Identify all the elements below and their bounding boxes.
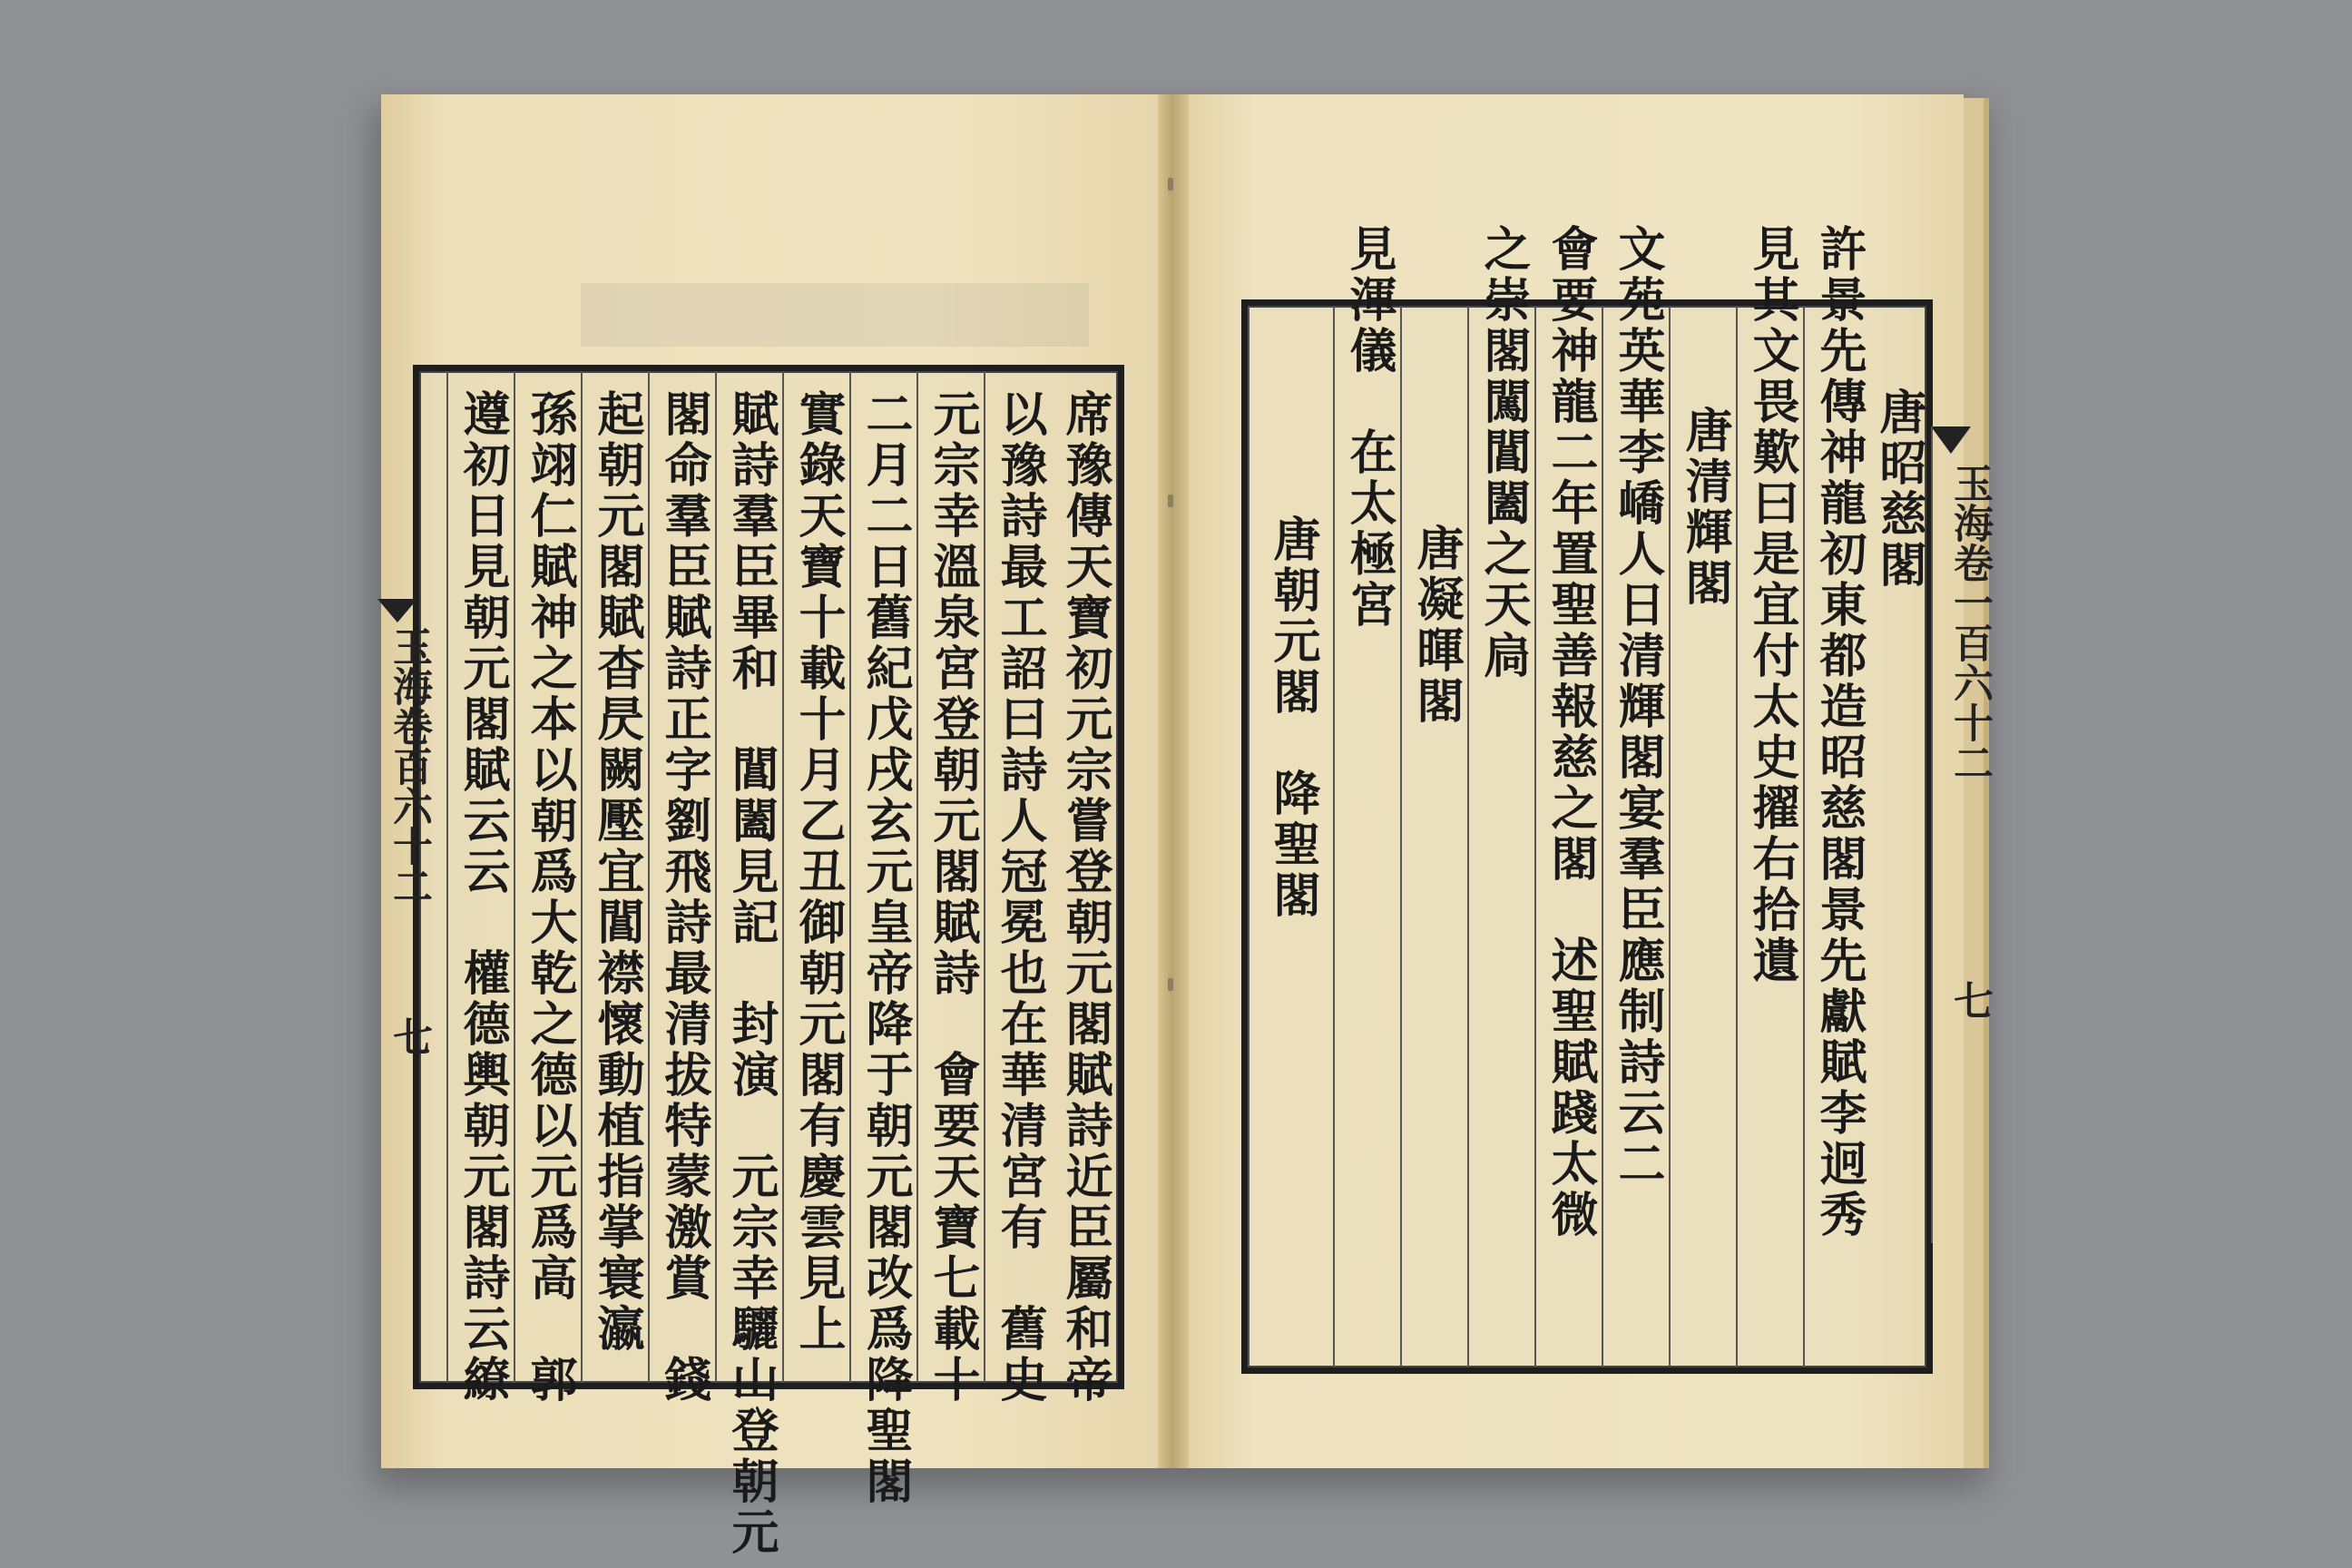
text-column [1467,224,1536,1367]
column-text: 以豫詩最工詔曰詩人冠冕也在華清宮有 舊史 [992,389,1047,1406]
left-leaf-number: 七 [386,1016,432,1056]
column-text: 文苑英華李嶠人日清輝閣宴羣臣應制詩云二 [1610,224,1665,1190]
left-margin-title: 玉海卷百六十二 [386,626,432,906]
text-column [1870,306,1926,1367]
column-text: 二月二日舊紀戊戌玄元皇帝降于朝元閣改爲降聖閣 [858,389,913,1507]
binding-thread [1168,178,1173,191]
ink-bleed [581,283,1089,347]
text-column [648,371,717,1406]
text-column [1669,306,1738,1367]
left-text-frame [413,365,1124,1558]
column-text: 席豫傳天寶初元宗嘗登朝元閣賦詩近臣屬和帝 [1057,389,1112,1406]
text-column [1248,306,1335,1367]
fishtail-mark [377,599,417,622]
column-text: 許景先傳神龍初東都造昭慈閣景先獻賦李迥秀 [1811,224,1867,1240]
text-column [1736,224,1805,1367]
column-text: 遵初日見朝元閣賦云云 權德輿朝元閣詩云繚 [455,389,510,1406]
column-text: 唐清輝閣 [1677,406,1732,609]
column-text: 見渾儀 在太極宮 [1341,224,1396,631]
column-text: 閣命羣臣賦詩正字劉飛詩最清拔特蒙激賞 錢 [656,389,711,1406]
centre-band-title: 玉海卷一百六十二 [1946,463,1993,782]
text-column [1400,306,1469,1367]
leaf-number: 七 [1946,980,1993,1020]
column-text: 實錄天寶十載十月乙丑御朝元閣有慶雲見上 [790,389,846,1355]
column-text: 唐昭慈閣 [1871,387,1926,591]
column-text: 元宗幸溫泉宮登朝元閣賦詩 會要天寶七載十 [925,389,980,1406]
text-column [1333,224,1402,1367]
binding-thread [1168,978,1173,991]
column-text: 唐朝元閣 降聖閣 [1265,514,1320,921]
column-text: 唐凝暉閣 [1408,524,1464,727]
column-text: 賦詩羣臣畢和 閶闔見記 封演 元宗幸驪山登朝元 [723,389,779,1558]
text-column [446,371,515,1406]
text-column [1803,224,1872,1367]
column-text: 見其文畏歎曰是宜付太史擢右拾遺 [1744,224,1799,986]
text-column [916,371,985,1406]
binding-thread [1168,495,1173,507]
column-text: 孫翊仁賦神之本以朝爲大乾之德以元爲高 郭 [522,389,577,1406]
column-text: 起朝元閣賦杳昃闕壓宜閶襟懷動植指掌寰瀛 [589,389,644,1355]
text-column [1602,224,1671,1367]
text-column [581,371,650,1383]
text-column [849,371,918,1507]
text-column [782,371,851,1383]
column-text: 之崇閣闖閶闔之天扃 [1475,224,1531,681]
text-column [1051,371,1118,1406]
column-text: 會要神龍二年置聖善報慈之閣 述聖賦踐太微 [1543,224,1598,1240]
text-column [514,371,583,1406]
binding-gutter [1158,94,1189,1468]
text-column [984,371,1053,1406]
text-column [1534,224,1603,1367]
centre-band [1931,426,1993,1243]
right-text-frame [1241,224,1933,1374]
text-column [715,371,784,1558]
